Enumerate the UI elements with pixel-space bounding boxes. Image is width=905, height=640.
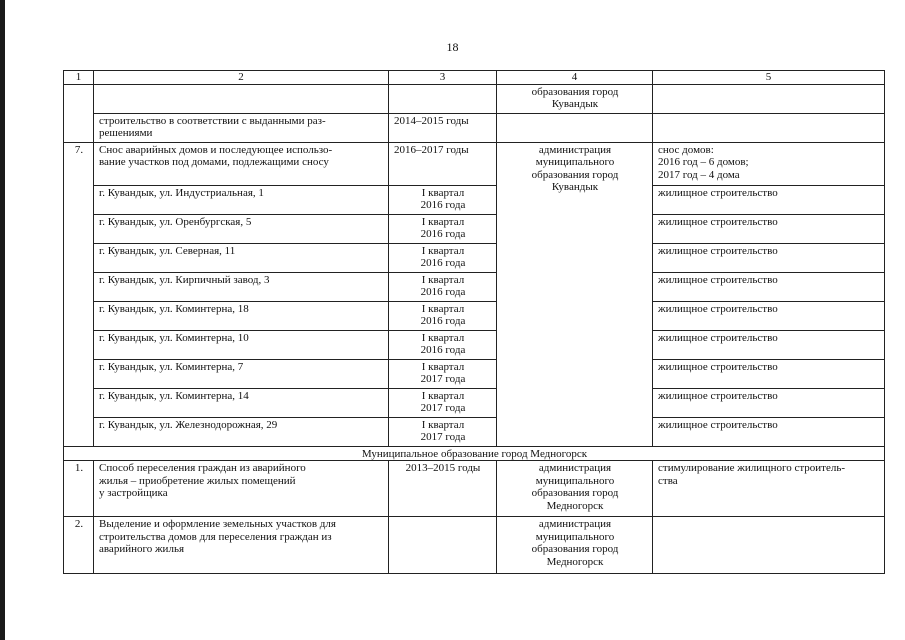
address-cell: г. Кувандык, ул. Индустриальная, 1: [94, 185, 389, 214]
column-header: 4: [497, 71, 653, 85]
term-cell: I квартал 2017 года: [389, 388, 497, 417]
row-number: 7.: [64, 142, 94, 446]
section-title: Муниципальное образование город Медногорск: [64, 446, 885, 461]
result-cell: стимулирование жилищного строитель- ства: [653, 461, 885, 517]
result-cell: жилищное строительство: [653, 301, 885, 330]
result-cell: [653, 517, 885, 574]
table-row: [64, 84, 885, 113]
address-cell: г. Кувандык, ул. Коминтерна, 18: [94, 301, 389, 330]
page-number: 18: [446, 40, 459, 54]
table-row: [64, 330, 885, 359]
address-cell: г. Кувандык, ул. Коминтерна, 7: [94, 359, 389, 388]
column-header-row: [64, 71, 885, 85]
table-row: [64, 301, 885, 330]
term-cell: 2016–2017 годы: [389, 142, 497, 185]
executor-cell: администрация муниципального образования город Кувандык: [497, 142, 653, 446]
term-cell: I квартал 2017 года: [389, 359, 497, 388]
result-cell: снос домов: 2016 год – 6 домов; 2017 год – 4 дома: [653, 142, 885, 185]
term-cell: I квартал 2016 года: [389, 301, 497, 330]
address-cell: г. Кувандык, ул. Оренбургская, 5: [94, 214, 389, 243]
term-cell: I квартал 2017 года: [389, 417, 497, 446]
address-cell: г. Кувандык, ул. Северная, 11: [94, 243, 389, 272]
result-cell: жилищное строительство: [653, 214, 885, 243]
table-row: [64, 461, 885, 517]
term-cell: I квартал 2016 года: [389, 272, 497, 301]
column-header: 1: [64, 71, 94, 85]
table-row: [64, 243, 885, 272]
table-row: [64, 214, 885, 243]
result-cell: [653, 84, 885, 113]
executor-cell: образования город Кувандык: [497, 84, 653, 113]
result-cell: [653, 113, 885, 142]
table-row: [64, 272, 885, 301]
column-header: 3: [389, 71, 497, 85]
executor-cell: администрация муниципального образования город Медногорск: [497, 517, 653, 574]
measure-cell: строительство в соответствии с выданными раз- решениями: [94, 113, 389, 142]
table-row: [64, 388, 885, 417]
address-cell: г. Кувандык, ул. Коминтерна, 10: [94, 330, 389, 359]
program-table: [63, 70, 885, 574]
address-cell: г. Кувандык, ул. Железнодорожная, 29: [94, 417, 389, 446]
term-cell: I квартал 2016 года: [389, 330, 497, 359]
term-cell: I квартал 2016 года: [389, 214, 497, 243]
table-row: [64, 142, 885, 185]
result-cell: жилищное строительство: [653, 388, 885, 417]
table-row: [64, 417, 885, 446]
measure-cell: Снос аварийных домов и последующее использо- вание участков под домами, подлежащими сносу: [94, 142, 389, 185]
row-number: 2.: [64, 517, 94, 574]
executor-cell: администрация муниципального образования город Медногорск: [497, 461, 653, 517]
table-row: [64, 185, 885, 214]
scan-edge: [0, 0, 5, 640]
table-row: [64, 359, 885, 388]
term-cell: 2014–2015 годы: [389, 113, 497, 142]
result-cell: жилищное строительство: [653, 272, 885, 301]
row-number: [64, 84, 94, 142]
column-header: 5: [653, 71, 885, 85]
term-cell: [389, 84, 497, 113]
measure-cell: Выделение и оформление земельных участков для строительства домов для переселения граждан из аварийного жилья: [94, 517, 389, 574]
result-cell: жилищное строительство: [653, 330, 885, 359]
executor-cell: [497, 113, 653, 142]
section-row: [64, 446, 885, 461]
term-cell: I квартал 2016 года: [389, 243, 497, 272]
measure-cell: [94, 84, 389, 113]
term-cell: [389, 517, 497, 574]
result-cell: жилищное строительство: [653, 185, 885, 214]
result-cell: жилищное строительство: [653, 243, 885, 272]
address-cell: г. Кувандык, ул. Кирпичный завод, 3: [94, 272, 389, 301]
address-cell: г. Кувандык, ул. Коминтерна, 14: [94, 388, 389, 417]
term-cell: I квартал 2016 года: [389, 185, 497, 214]
row-number: 1.: [64, 461, 94, 517]
table-row: [64, 517, 885, 574]
result-cell: жилищное строительство: [653, 417, 885, 446]
table-row: [64, 113, 885, 142]
measure-cell: Способ переселения граждан из аварийного жилья – приобретение жилых помещений у застройщика: [94, 461, 389, 517]
result-cell: жилищное строительство: [653, 359, 885, 388]
column-header: 2: [94, 71, 389, 85]
term-cell: 2013–2015 годы: [389, 461, 497, 517]
